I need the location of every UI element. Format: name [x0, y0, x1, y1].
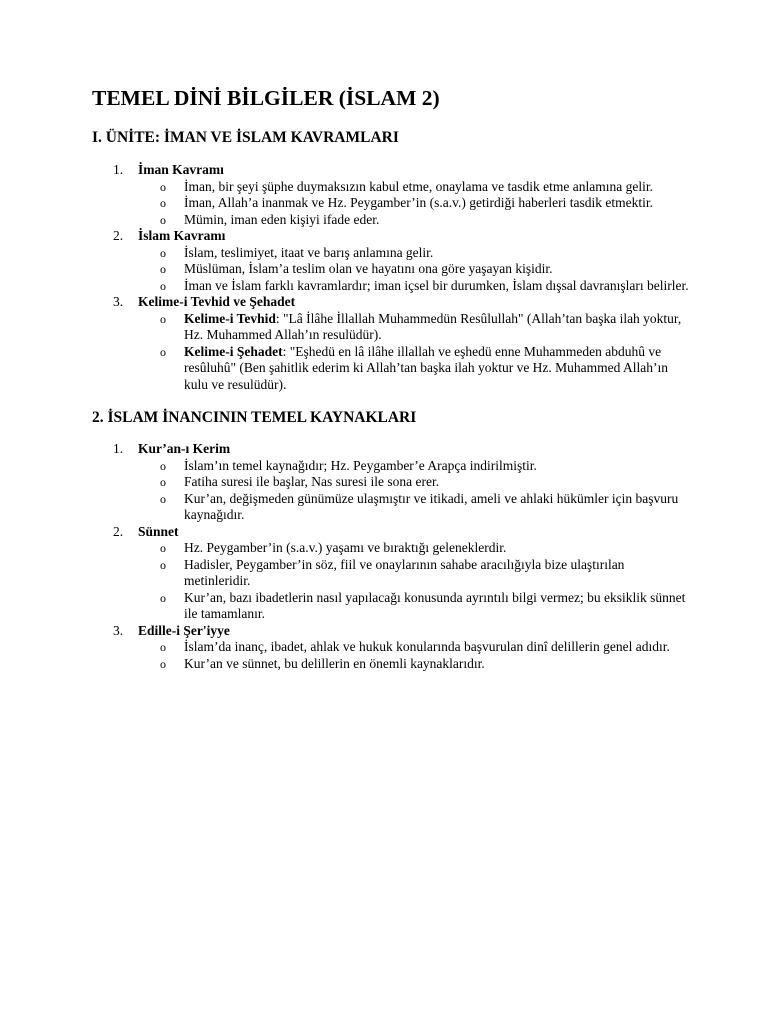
- sub-item-text: İman, bir şeyi şüphe duymaksızın kabul etme, onaylama ve tasdik etme anlamına gelir.: [184, 178, 653, 194]
- sub-item-text: İslam’da inanç, ibadet, ahlak ve hukuk konularında başvurulan dinî delillerin genel adıdır.: [184, 639, 670, 654]
- sub-item-text: Mümin, iman eden kişiyi ifade eder.: [184, 211, 380, 227]
- topic-number: 3.: [113, 622, 124, 638]
- sub-list: [138, 179, 692, 229]
- circle-bullet-icon: o: [160, 541, 166, 555]
- topic-item: [92, 524, 692, 623]
- sub-item: [138, 261, 692, 278]
- circle-bullet-icon: o: [160, 640, 166, 654]
- sub-item: [138, 557, 692, 590]
- sub-list: [138, 540, 692, 623]
- circle-bullet-icon: o: [160, 491, 166, 506]
- circle-bullet-icon: o: [160, 212, 166, 227]
- circle-bullet-icon: o: [160, 557, 166, 572]
- sub-item: [138, 311, 692, 344]
- topic-number: 2.: [113, 228, 124, 243]
- circle-bullet-icon: o: [160, 656, 166, 671]
- circle-bullet-icon: o: [160, 245, 166, 260]
- circle-bullet-icon: o: [160, 590, 166, 605]
- circle-bullet-icon: o: [160, 475, 166, 489]
- section-heading: I. ÜNİTE: İMAN VE İSLAM KAVRAMLARI: [92, 129, 399, 146]
- section-heading: 2. İSLAM İNANCININ TEMEL KAYNAKLARI: [92, 409, 417, 426]
- sub-item-term: Kelime-i Tevhid: [184, 310, 276, 326]
- sub-item-text: Müslüman, İslam’a teslim olan ve hayatını ona göre yaşayan kişidir.: [184, 261, 553, 276]
- circle-bullet-icon: o: [160, 262, 166, 276]
- document-page: [92, 84, 692, 672]
- topic-item: [92, 294, 692, 393]
- sub-item: [138, 540, 692, 557]
- topic-item: [92, 441, 692, 524]
- circle-bullet-icon: o: [160, 278, 166, 293]
- topic-title: İman Kavramı: [138, 162, 224, 177]
- sub-item: [138, 656, 692, 673]
- sub-item-text: : "Eşhedü en lâ ilâhe illallah ve eşhedü enne Muhammeden abduhû ve resûluhû" (Ben şahitlik ederim ki Allah’tan başka ilah yoktur ve Hz. Muhammed Allah’ın kulu ve resulüdür).: [184, 343, 669, 392]
- topic-list: [92, 162, 692, 393]
- sub-item: [138, 245, 692, 262]
- sub-item-text: : "Lâ İlâhe İllallah Muhammedün Resûlullah" (Allah’tan başka ilah yoktur, Hz. Muhammed Allah’ın resulüdür).: [184, 310, 682, 342]
- topic-title: İslam Kavramı: [138, 228, 226, 243]
- document-title: TEMEL DİNİ BİLGİLER (İSLAM 2): [92, 86, 440, 110]
- topic-list: [92, 441, 692, 672]
- sub-item-text: Hadisler, Peygamber’in söz, fiil ve onaylarının sahabe aracılığıyla bize ulaştırılan metinleridir.: [184, 556, 625, 588]
- topic-title: Kur’an-ı Kerim: [138, 441, 231, 456]
- topic-number: 3.: [113, 294, 124, 309]
- topic-item: [92, 623, 692, 673]
- circle-bullet-icon: o: [160, 311, 166, 326]
- circle-bullet-icon: o: [160, 458, 166, 473]
- sub-item: [138, 590, 692, 623]
- sub-item-text: İman ve İslam farklı kavramlardır; iman içsel bir durumken, İslam dışsal davranışları belirler.: [184, 277, 689, 293]
- sub-item: [138, 344, 692, 394]
- sections-container: [92, 127, 692, 672]
- sub-item-text: Fatiha suresi ile başlar, Nas suresi ile sona erer.: [184, 474, 440, 489]
- sub-item-text: İman, Allah’a inanmak ve Hz. Peygamber’in (s.a.v.) getirdiği haberleri tasdik etmektir.: [184, 195, 653, 210]
- sub-item: [138, 212, 692, 229]
- sub-item: [138, 639, 692, 656]
- sub-list: [138, 639, 692, 672]
- topic-title: Edille-i Şer'iyye: [138, 622, 230, 638]
- sub-item-text: Hz. Peygamber’in (s.a.v.) yaşamı ve bıraktığı geleneklerdir.: [184, 540, 507, 555]
- sub-item-text: Kur’an, değişmeden günümüze ulaşmıştır ve itikadi, ameli ve ahlaki hükümler için başvuru kaynağıdır.: [184, 490, 679, 522]
- sub-item-term: Kelime-i Şehadet: [184, 343, 283, 359]
- topic-item: [92, 228, 692, 294]
- topic-title: Sünnet: [138, 523, 179, 539]
- topic-number: 2.: [113, 523, 124, 539]
- topic-item: [92, 162, 692, 228]
- sub-item-text: Kur’an, bazı ibadetlerin nasıl yapılacağı konusunda ayrıntılı bilgi vermez; bu eksiklik sünnet ile tamamlanır.: [184, 589, 686, 621]
- topic-number: 1.: [113, 162, 124, 177]
- sub-list: [138, 458, 692, 524]
- topic-title: Kelime-i Tevhid ve Şehadet: [138, 294, 296, 309]
- sub-list: [138, 311, 692, 394]
- circle-bullet-icon: o: [160, 196, 166, 210]
- sub-item: [138, 278, 692, 295]
- circle-bullet-icon: o: [160, 179, 166, 194]
- sub-item: [138, 458, 692, 475]
- sub-list: [138, 245, 692, 295]
- sub-item-text: Kur’an ve sünnet, bu delillerin en önemli kaynaklarıdır.: [184, 655, 485, 671]
- sub-item: [138, 179, 692, 196]
- sub-item-text: İslam’ın temel kaynağıdır; Hz. Peygamber’e Arapça indirilmiştir.: [184, 457, 537, 473]
- topic-number: 1.: [113, 441, 124, 456]
- sub-item-text: İslam, teslimiyet, itaat ve barış anlamına gelir.: [184, 244, 434, 260]
- circle-bullet-icon: o: [160, 344, 166, 359]
- sub-item: [138, 195, 692, 212]
- sub-item: [138, 491, 692, 524]
- sub-item: [138, 474, 692, 491]
